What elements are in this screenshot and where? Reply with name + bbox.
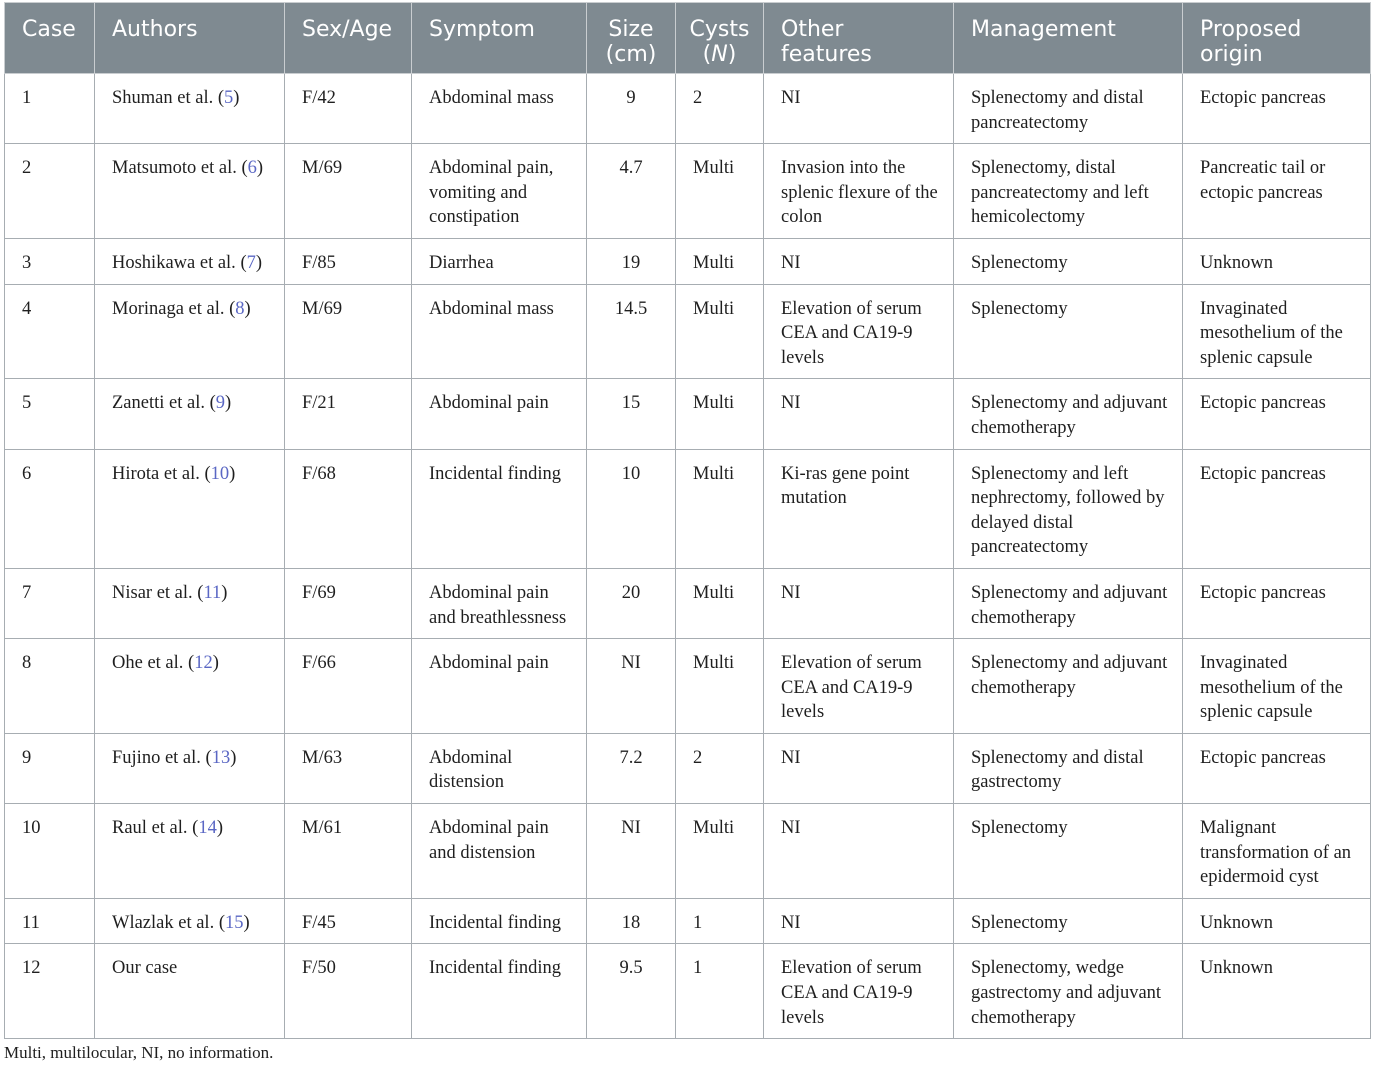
cell-cysts: 2: [676, 74, 764, 144]
cell-other-features: Invasion into the splenic flexure of the colon: [764, 144, 954, 239]
cell-symptom: Abdominal pain and distension: [412, 804, 587, 899]
cell-other-features: NI: [764, 379, 954, 449]
cell-management: Splenectomy, wedge gastrectomy and adjuvant chemotherapy: [954, 944, 1183, 1039]
reference-link[interactable]: 8: [235, 298, 245, 319]
cell-management: Splenectomy and left nephrectomy, followed by delayed distal pancreatectomy: [954, 449, 1183, 568]
cell-sex-age: F/21: [285, 379, 412, 449]
table-footnote: Multi, multilocular, NI, no information.: [4, 1043, 274, 1062]
cell-other-features: Elevation of serum CEA and CA19-9 levels: [764, 944, 954, 1039]
cell-authors: Hirota et al. (10): [95, 449, 285, 568]
header-symptom: Symptom: [412, 3, 587, 74]
header-row: [5, 3, 1371, 74]
table-row: [5, 568, 1371, 638]
cell-other-features: NI: [764, 804, 954, 899]
cell-authors: Wlazlak et al. (15): [95, 898, 285, 944]
cell-symptom: Incidental finding: [412, 449, 587, 568]
cell-size: 10: [587, 449, 676, 568]
cell-proposed-origin: Ectopic pancreas: [1183, 379, 1371, 449]
table-row: [5, 898, 1371, 944]
cell-other-features: NI: [764, 733, 954, 803]
cell-symptom: Abdominal mass: [412, 74, 587, 144]
cell-case: 12: [5, 944, 95, 1039]
cell-cysts: Multi: [676, 238, 764, 284]
cell-management: Splenectomy and adjuvant chemotherapy: [954, 568, 1183, 638]
cell-proposed-origin: Invaginated mesothelium of the splenic capsule: [1183, 639, 1371, 734]
header-proposed-origin: Proposed origin: [1183, 3, 1371, 74]
cell-symptom: Abdominal pain and breathlessness: [412, 568, 587, 638]
cell-case: 9: [5, 733, 95, 803]
table-row: [5, 379, 1371, 449]
cell-symptom: Incidental finding: [412, 944, 587, 1039]
reference-link[interactable]: 6: [247, 158, 257, 179]
cell-sex-age: F/42: [285, 74, 412, 144]
cell-proposed-origin: Pancreatic tail or ectopic pancreas: [1183, 144, 1371, 239]
cell-management: Splenectomy and distal pancreatectomy: [954, 74, 1183, 144]
header-sex-age: Sex/Age: [285, 3, 412, 74]
cell-cysts: Multi: [676, 379, 764, 449]
cell-management: Splenectomy: [954, 284, 1183, 379]
cell-other-features: NI: [764, 898, 954, 944]
cell-symptom: Abdominal pain, vomiting and constipation: [412, 144, 587, 239]
table-row: [5, 804, 1371, 899]
cell-symptom: Incidental finding: [412, 898, 587, 944]
cell-size: 4.7: [587, 144, 676, 239]
cell-other-features: Elevation of serum CEA and CA19-9 levels: [764, 284, 954, 379]
cell-size: 14.5: [587, 284, 676, 379]
cell-other-features: NI: [764, 568, 954, 638]
cell-symptom: Diarrhea: [412, 238, 587, 284]
cell-proposed-origin: Malignant transformation of an epidermoid cyst: [1183, 804, 1371, 899]
cell-proposed-origin: Ectopic pancreas: [1183, 733, 1371, 803]
cell-case: 5: [5, 379, 95, 449]
cell-sex-age: F/50: [285, 944, 412, 1039]
table-row: [5, 733, 1371, 803]
cell-case: 10: [5, 804, 95, 899]
table-row: [5, 238, 1371, 284]
table-row: [5, 284, 1371, 379]
cell-case: 3: [5, 238, 95, 284]
cell-symptom: Abdominal pain: [412, 639, 587, 734]
cell-authors: Hoshikawa et al. (7): [95, 238, 285, 284]
cell-cysts: Multi: [676, 449, 764, 568]
reference-link[interactable]: 13: [211, 747, 231, 768]
cell-authors: Shuman et al. (5): [95, 74, 285, 144]
table-row: [5, 74, 1371, 144]
cell-other-features: Ki-ras gene point mutation: [764, 449, 954, 568]
cell-size: NI: [587, 639, 676, 734]
cell-case: 7: [5, 568, 95, 638]
cell-cysts: 1: [676, 944, 764, 1039]
table-row: [5, 944, 1371, 1039]
reference-link[interactable]: 5: [224, 88, 234, 108]
cell-other-features: NI: [764, 238, 954, 284]
cell-management: Splenectomy and distal gastrectomy: [954, 733, 1183, 803]
cell-cysts: 1: [676, 898, 764, 944]
table-container: [4, 2, 1370, 1039]
header-management: Management: [954, 3, 1183, 74]
cell-management: Splenectomy and adjuvant chemotherapy: [954, 379, 1183, 449]
cell-authors: Fujino et al. (13): [95, 733, 285, 803]
cell-cysts: Multi: [676, 144, 764, 239]
cell-proposed-origin: Ectopic pancreas: [1183, 74, 1371, 144]
header-cysts: Cysts (N): [676, 3, 764, 74]
cell-case: 11: [5, 898, 95, 944]
cell-sex-age: F/69: [285, 568, 412, 638]
reference-link[interactable]: 11: [203, 582, 222, 603]
header-size: Size (cm): [587, 3, 676, 74]
cell-sex-age: M/69: [285, 144, 412, 239]
header-other-features: Other features: [764, 3, 954, 74]
cell-cysts: 2: [676, 733, 764, 803]
cell-size: 9: [587, 74, 676, 144]
cell-size: 18: [587, 898, 676, 944]
cell-proposed-origin: Unknown: [1183, 944, 1371, 1039]
header-authors: Authors: [95, 3, 285, 74]
cell-case: 6: [5, 449, 95, 568]
cell-cysts: Multi: [676, 804, 764, 899]
cell-size: 20: [587, 568, 676, 638]
cell-proposed-origin: Unknown: [1183, 898, 1371, 944]
table-row: [5, 144, 1371, 239]
table-row: [5, 449, 1371, 568]
cell-management: Splenectomy: [954, 238, 1183, 284]
cell-proposed-origin: Ectopic pancreas: [1183, 568, 1371, 638]
cell-case: 8: [5, 639, 95, 734]
cell-sex-age: M/61: [285, 804, 412, 899]
cell-management: Splenectomy, distal pancreatectomy and left hemicolectomy: [954, 144, 1183, 239]
table-body: [5, 74, 1371, 1039]
cell-authors: Nisar et al. (11): [95, 568, 285, 638]
cell-authors: Matsumoto et al. (6): [95, 144, 285, 239]
cell-proposed-origin: Ectopic pancreas: [1183, 449, 1371, 568]
cell-sex-age: F/68: [285, 449, 412, 568]
cell-management: Splenectomy and adjuvant chemotherapy: [954, 639, 1183, 734]
cell-size: 19: [587, 238, 676, 284]
reference-link[interactable]: 7: [246, 252, 256, 273]
cell-authors: Our case: [95, 944, 285, 1039]
cell-symptom: Abdominal mass: [412, 284, 587, 379]
cell-authors: Ohe et al. (12): [95, 639, 285, 734]
cell-management: Splenectomy: [954, 804, 1183, 899]
cell-sex-age: M/69: [285, 284, 412, 379]
cell-cysts: Multi: [676, 639, 764, 734]
cell-cysts: Multi: [676, 284, 764, 379]
cell-authors: Morinaga et al. (8): [95, 284, 285, 379]
cell-size: NI: [587, 804, 676, 899]
header-case: Case: [5, 3, 95, 74]
cell-case: 2: [5, 144, 95, 239]
reference-link[interactable]: 9: [215, 393, 226, 414]
cell-cysts: Multi: [676, 568, 764, 638]
cell-sex-age: M/63: [285, 733, 412, 803]
cell-authors: Raul et al. (14): [95, 804, 285, 899]
case-table: [4, 2, 1371, 1039]
cell-size: 7.2: [587, 733, 676, 803]
cell-proposed-origin: Invaginated mesothelium of the splenic capsule: [1183, 284, 1371, 379]
cell-sex-age: F/45: [285, 898, 412, 944]
cell-management: Splenectomy: [954, 898, 1183, 944]
reference-link[interactable]: 15: [225, 912, 244, 933]
table-row: [5, 639, 1371, 734]
cell-authors: Zanetti et al. (9): [95, 379, 285, 449]
cell-case: 4: [5, 284, 95, 379]
reference-link[interactable]: 12: [194, 653, 213, 674]
cell-other-features: NI: [764, 74, 954, 144]
cell-size: 15: [587, 379, 676, 449]
reference-link[interactable]: 10: [210, 463, 230, 484]
cell-symptom: Abdominal pain: [412, 379, 587, 449]
cell-case: 1: [5, 74, 95, 144]
cell-symptom: Abdominal distension: [412, 733, 587, 803]
cell-other-features: Elevation of serum CEA and CA19-9 levels: [764, 639, 954, 734]
cell-sex-age: F/85: [285, 238, 412, 284]
reference-link[interactable]: 14: [198, 818, 217, 839]
cell-sex-age: F/66: [285, 639, 412, 734]
cell-proposed-origin: Unknown: [1183, 238, 1371, 284]
cell-size: 9.5: [587, 944, 676, 1039]
